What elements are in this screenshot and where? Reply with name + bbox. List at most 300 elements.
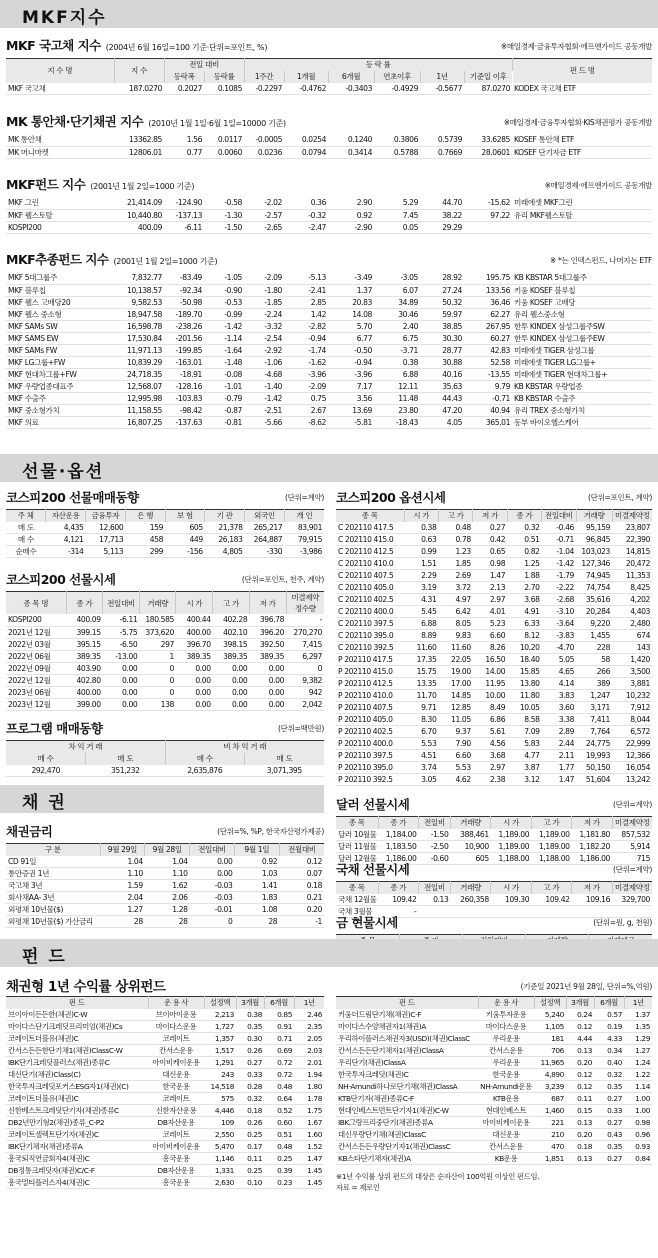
table-cell: 7,415 — [302, 639, 322, 649]
table-cell: -50.98 — [179, 297, 202, 307]
column-header: 거래량 — [576, 510, 612, 522]
table-cell: 5.05 — [558, 655, 574, 664]
table-cell: 30.46 — [398, 309, 418, 319]
table-cell: -0.46 — [556, 522, 574, 532]
table-cell: 2,042 — [302, 699, 322, 709]
table-cell: 0.33 — [247, 1070, 262, 1079]
table-cell: 0.60 — [277, 1118, 292, 1127]
table-cell: 0.52 — [277, 1106, 292, 1115]
table-cell: 0.35 — [607, 1142, 622, 1151]
table-cell: -13.00 — [115, 651, 138, 661]
table-cell: -137.13 — [175, 210, 202, 220]
table-cell: -0.90 — [224, 285, 242, 295]
table-cell: 미래에셋 TIGER 삼성그룹 — [514, 345, 595, 355]
table-cell: 36.46 — [490, 297, 510, 307]
table-cell: -3.64 — [556, 619, 574, 628]
table-cell: 6.42 — [455, 607, 471, 616]
table-cell: 23.80 — [398, 405, 418, 415]
gov-bond-section — [6, 36, 652, 95]
futures-price-table — [6, 591, 324, 711]
table-cell: 109.42 — [545, 894, 570, 904]
table-cell: P 202110 405.0 — [338, 715, 393, 724]
table-cell: -0.03 — [214, 881, 233, 890]
table-cell: 0 — [227, 917, 233, 926]
table-cell: 706 — [551, 1046, 564, 1055]
table-row — [6, 1009, 324, 1021]
table-cell: -2.54 — [264, 333, 282, 343]
tracking-fund-table — [6, 272, 652, 429]
table-cell: 22,999 — [625, 739, 650, 748]
table-cell: 코레이트셀렉트단기자(채권)C — [8, 1130, 99, 1139]
table-cell: 396.20 — [259, 627, 284, 637]
top-fund-unit: (기준일 2021년 9월 28일, 단위=%,억원) — [520, 982, 652, 991]
table-cell: 0.25 — [247, 1166, 262, 1175]
column-header: 종 목 — [336, 817, 378, 829]
table-cell: 2.70 — [524, 583, 540, 592]
table-cell: 38.85 — [442, 321, 462, 331]
column-header: 미결제약정수량 — [286, 592, 324, 615]
table-cell: 0.07 — [306, 869, 322, 878]
table-row — [6, 209, 652, 221]
table-cell: 83,901 — [297, 522, 322, 532]
table-cell: -1.79 — [556, 571, 574, 580]
table-cell: 9,382 — [302, 675, 322, 685]
table-cell: 1.08 — [261, 905, 278, 914]
table-cell: 1,357 — [214, 1034, 234, 1043]
gold-title: 금 현물시세 — [336, 915, 398, 930]
table-cell: 38.22 — [442, 210, 462, 220]
table-cell: 264,887 — [253, 535, 283, 544]
table-cell: -3.96 — [354, 369, 372, 379]
table-cell: 0.13 — [433, 894, 449, 904]
table-cell: 23,807 — [625, 522, 650, 532]
table-cell: 0.10 — [247, 1178, 262, 1187]
table-row — [336, 654, 652, 666]
options-table — [336, 509, 652, 786]
table-cell: 0.96 — [635, 1130, 650, 1139]
table-cell: 매 수 — [17, 535, 34, 544]
table-cell: 8.89 — [421, 631, 437, 640]
table-cell: -1.30 — [224, 210, 242, 220]
table-cell: 0.13 — [577, 1046, 592, 1055]
table-row — [6, 221, 652, 233]
table-cell: 0.17 — [247, 1142, 262, 1151]
table-cell: 1,727 — [214, 1022, 234, 1031]
table-row — [6, 197, 652, 209]
table-row — [336, 546, 652, 558]
futures-trade-unit: (단위=계약) — [284, 493, 324, 502]
table-cell: 10,839.29 — [126, 357, 162, 367]
table-cell: 12.85 — [451, 703, 471, 712]
table-cell: 6.33 — [524, 619, 540, 628]
table-cell: -1.85 — [264, 297, 282, 307]
table-cell: 1.56 — [186, 135, 202, 145]
table-cell: 1,420 — [630, 655, 650, 664]
table-cell: 칸서스든든우량단기자1(채권)ClassC — [338, 1142, 451, 1151]
table-cell: 0.1085 — [217, 83, 243, 93]
table-cell: KB스타단기채자(채권)A — [338, 1154, 411, 1163]
table-row — [6, 1069, 324, 1081]
table-row — [336, 582, 652, 594]
table-row — [6, 83, 652, 95]
table-cell: 19,993 — [585, 751, 610, 760]
top-fund-right-table — [336, 996, 652, 1165]
table-cell: 통안증권 1년 — [8, 869, 50, 878]
column-header: 종 목 명 — [6, 592, 66, 615]
table-cell: 6,572 — [630, 727, 650, 736]
column-header: 은 행 — [125, 510, 165, 522]
table-row — [336, 606, 652, 618]
table-cell: 0.30 — [247, 1034, 262, 1043]
table-cell: 5,240 — [544, 1009, 564, 1019]
table-cell: -5.66 — [264, 417, 282, 427]
table-cell: -0.87 — [224, 405, 242, 415]
table-cell: 109.42 — [392, 894, 417, 904]
table-cell: 우리단기(채권)ClassA — [338, 1058, 406, 1067]
table-cell: 265,217 — [253, 522, 283, 532]
table-cell: 28.77 — [442, 345, 462, 355]
table-cell: 35.63 — [442, 381, 462, 391]
table-cell: 210 — [551, 1130, 564, 1139]
table-cell: P 202110 410.0 — [338, 691, 393, 700]
table-cell: 17.35 — [416, 655, 437, 664]
table-row — [336, 534, 652, 546]
table-cell: 국채 12월물 — [338, 894, 377, 904]
table-cell: IBK그랑프리중단기(채권)종류A — [338, 1118, 433, 1127]
table-cell: -3.32 — [264, 321, 282, 331]
table-cell: 한국운용 — [492, 1070, 520, 1079]
table-cell: 2023년 06월 — [8, 687, 51, 697]
table-row — [6, 1081, 324, 1093]
table-cell: 400.00 — [76, 687, 101, 697]
table-row — [6, 1153, 324, 1165]
table-cell: 2.97 — [489, 763, 506, 772]
table-cell: 흥국운용 — [162, 1154, 190, 1163]
table-cell: 109.30 — [505, 894, 530, 904]
bond-futures-unit: (단위=계약) — [612, 865, 652, 874]
table-row — [6, 1129, 324, 1141]
table-cell: 399.15 — [76, 627, 101, 637]
table-cell: 0.13 — [577, 1154, 592, 1163]
table-cell: 5.29 — [402, 198, 418, 208]
table-cell: 6.07 — [402, 285, 418, 295]
table-cell: 674 — [636, 631, 650, 640]
table-cell: 8.49 — [489, 703, 506, 712]
table-cell: 0.00 — [231, 675, 248, 685]
table-cell: 1.22 — [635, 1070, 650, 1079]
table-cell: KB KBSTAR 수출주 — [514, 393, 576, 403]
table-row — [6, 1105, 324, 1117]
table-cell: KB운용 — [494, 1154, 518, 1163]
table-cell: 8.05 — [455, 619, 471, 628]
table-cell: 95,159 — [585, 522, 610, 532]
table-cell: -189.70 — [175, 309, 202, 319]
table-cell: 회사채AA- 3년 — [8, 893, 55, 902]
table-cell: 14,518 — [210, 1082, 234, 1091]
table-cell: 7.90 — [455, 739, 471, 748]
table-cell: -83.49 — [179, 273, 202, 283]
table-cell: 0.0254 — [301, 135, 326, 145]
table-cell: 9,220 — [590, 619, 610, 628]
mk-bond-title: MK 통안채·단기채권 지수 (2010년 1월 1일·6월 1일=10000 기준) — [6, 114, 286, 129]
options-section — [336, 488, 652, 786]
table-row — [6, 904, 324, 916]
table-cell: 5.83 — [524, 739, 540, 748]
table-row — [6, 272, 652, 284]
table-cell: 0.00 — [217, 869, 233, 878]
table-cell: 221 — [551, 1118, 564, 1127]
table-cell: 1,188.00 — [538, 854, 570, 863]
column-header: 펀 드 — [336, 997, 478, 1009]
table-cell: 4.91 — [524, 607, 540, 616]
table-cell: 5.61 — [489, 727, 506, 736]
table-cell: 0.35 — [247, 1022, 262, 1031]
table-cell: P 202110 400.0 — [338, 739, 393, 748]
table-cell: 97.22 — [490, 210, 510, 220]
table-cell: - — [319, 615, 322, 625]
table-cell: 0.20 — [577, 1130, 592, 1139]
table-cell: 흥국운용 — [162, 1178, 190, 1187]
table-cell: 79,915 — [297, 535, 322, 544]
table-cell: 1.29 — [635, 1034, 650, 1043]
table-cell: 1,517 — [214, 1046, 234, 1055]
table-cell: 1.23 — [455, 547, 471, 556]
table-cell: 0.32 — [607, 1070, 622, 1079]
table-cell: 0.24 — [577, 1009, 592, 1019]
table-cell: 28 — [178, 917, 188, 926]
table-cell: C 202110 392.5 — [338, 643, 394, 652]
table-cell: 0.00 — [122, 675, 138, 685]
table-cell: 0.0794 — [301, 147, 326, 157]
table-cell: -0.2297 — [255, 83, 283, 93]
table-cell: -2.57 — [264, 210, 282, 220]
table-cell: -137.63 — [175, 417, 202, 427]
table-row — [6, 614, 324, 626]
column-header: 종 가 — [66, 592, 103, 615]
table-row — [6, 674, 324, 686]
table-cell: 아이비케이운용 — [152, 1142, 200, 1151]
column-header: 거래량 — [450, 882, 490, 894]
table-cell: -0.71 — [556, 535, 574, 544]
table-cell: 8.30 — [421, 715, 437, 724]
column-header: 저 가 — [249, 592, 286, 615]
table-row — [6, 296, 652, 308]
table-cell: 575 — [221, 1094, 234, 1103]
table-cell: 3.87 — [524, 763, 540, 772]
table-cell: 한국운용 — [162, 1082, 190, 1091]
table-cell: 17,713 — [99, 535, 124, 544]
table-cell: 4.97 — [455, 595, 471, 604]
table-cell: -1.50 — [224, 222, 242, 232]
table-cell: C 202110 417.5 — [338, 522, 394, 532]
table-cell: 11.60 — [451, 643, 471, 652]
table-cell: 12,366 — [625, 751, 650, 760]
table-cell: 143 — [636, 643, 650, 652]
table-cell: DB자산운용 — [157, 1118, 195, 1127]
table-cell: 3,881 — [630, 679, 650, 688]
table-cell: C 202110 407.5 — [338, 571, 394, 580]
table-row — [336, 750, 652, 762]
table-cell: 외평채 10년물($) 가산금리 — [8, 917, 93, 926]
table-cell: 6.60 — [489, 631, 506, 640]
table-cell: 389 — [596, 679, 610, 688]
table-cell: 10,440.80 — [126, 210, 162, 220]
table-cell: 2.05 — [307, 1034, 322, 1043]
table-cell: 11.60 — [416, 643, 437, 652]
column-header: 저 가 — [572, 882, 612, 894]
table-cell: 8,044 — [630, 715, 650, 724]
mk-bond-table — [6, 134, 652, 159]
table-cell: 코레이트 — [162, 1130, 190, 1139]
table-cell: 1,181.80 — [579, 829, 610, 839]
table-cell: 28 — [268, 917, 278, 926]
table-cell: 10,900 — [464, 842, 489, 851]
table-cell: 2.01 — [307, 1058, 322, 1067]
table-cell: 1,186.00 — [385, 854, 417, 863]
table-cell: -314 — [67, 547, 84, 556]
table-cell: 51,604 — [585, 775, 610, 784]
table-cell: 24,775 — [585, 739, 610, 748]
table-cell: 1.52 — [307, 1142, 322, 1151]
program-trade-unit: (단위=백만원) — [278, 724, 324, 733]
top-fund-note-2: 자료 = 제로인 — [336, 1183, 380, 1192]
banner-fund-title: 펀 드 — [22, 947, 67, 967]
table-row — [336, 702, 652, 714]
table-cell: -1 — [315, 917, 322, 926]
table-cell: 260,358 — [460, 894, 489, 904]
table-cell: 60.27 — [490, 333, 510, 343]
table-row — [336, 841, 652, 853]
table-cell: 0.27 — [247, 1058, 262, 1067]
table-cell: 4.65 — [558, 667, 574, 676]
table-cell: 50.32 — [442, 297, 462, 307]
table-cell: 399.00 — [76, 699, 101, 709]
table-cell: 2.85 — [310, 297, 326, 307]
table-row — [336, 618, 652, 630]
table-cell: 0.78 — [455, 535, 471, 544]
table-cell: 한투 KINDEX 삼성그룹주SW — [514, 321, 605, 331]
table-cell: -0.5677 — [435, 83, 463, 93]
column-header: 3개월 — [236, 997, 264, 1009]
table-cell: 14,815 — [625, 547, 650, 556]
table-row — [336, 666, 652, 678]
table-cell: 현대인베스트 — [485, 1106, 527, 1115]
table-cell: 270,270 — [293, 627, 322, 637]
futures-trade-section — [6, 488, 324, 558]
table-cell: 2.69 — [455, 571, 471, 580]
table-cell: 0.63 — [421, 535, 437, 544]
table-cell: 4.14 — [558, 679, 574, 688]
table-cell: -0.03 — [214, 893, 233, 902]
table-cell: 389.35 — [76, 651, 101, 661]
table-cell: 0.65 — [489, 547, 506, 556]
table-cell: 16,807.25 — [126, 417, 162, 427]
table-cell: 10.05 — [519, 703, 540, 712]
table-cell: 29.29 — [442, 222, 462, 232]
table-cell: 40.94 — [490, 405, 510, 415]
table-cell: 1,851 — [544, 1154, 564, 1163]
table-cell: 유리 MKF웰스토탈 — [514, 210, 573, 220]
column-header: 보 험 — [165, 510, 205, 522]
column-header: 6개월 — [594, 997, 624, 1009]
table-cell: 1,331 — [214, 1166, 234, 1175]
table-cell: 0 — [317, 663, 322, 673]
table-cell: 0.00 — [231, 663, 248, 673]
table-cell: 28.0601 — [481, 147, 510, 157]
table-cell: -1.14 — [224, 333, 242, 343]
banner-mkf-title: MKF지수 — [22, 8, 107, 28]
table-cell: 마이다스단기크레딧프리미엄(채권)Cs — [8, 1022, 123, 1031]
table-cell: P 202110 415.0 — [338, 667, 393, 676]
table-cell: 74,945 — [585, 571, 610, 580]
table-cell: 1,183.50 — [385, 842, 417, 851]
table-cell: MKF 국고채 — [8, 83, 46, 93]
table-cell: 11.70 — [416, 691, 437, 700]
futures-trade-title: 코스피200 선물매매동향 — [6, 490, 139, 505]
table-cell: 8.12 — [524, 631, 540, 640]
table-cell: P 202110 412.5 — [338, 679, 393, 688]
table-cell: 9.79 — [494, 381, 510, 391]
table-cell: 11.95 — [485, 679, 506, 688]
mk-bond-source: ※매일경제·금융투자협회·KIS채권평가 공동개발 — [503, 118, 652, 127]
column-header: 운 용 사 — [148, 997, 204, 1009]
table-cell: 403.90 — [76, 663, 101, 673]
table-cell: 대신운용 — [162, 1070, 190, 1079]
table-cell: -1.06 — [264, 357, 282, 367]
table-cell: 매 도 — [17, 522, 34, 532]
top-fund-note-1: ※1년 수익률 상위 펀드의 대상은 순자산이 100억원 이상인 펀드임. — [336, 1172, 540, 1181]
table-cell: -98.42 — [179, 405, 202, 415]
table-cell: 흥국멀티플러스자4(채권)C — [8, 1178, 90, 1187]
tracking-fund-section — [6, 250, 652, 429]
table-cell: 1.04 — [127, 856, 143, 866]
table-row — [336, 678, 652, 690]
table-row — [336, 738, 652, 750]
table-cell: 0.40 — [607, 1058, 622, 1067]
table-cell: 4,805 — [222, 547, 243, 556]
table-cell: 402.80 — [76, 675, 101, 685]
table-cell: -2.65 — [264, 222, 282, 232]
table-cell: 12,995.98 — [126, 393, 162, 403]
table-cell: 우리운용 — [492, 1058, 520, 1067]
gold-unit: (단위=원, g, 천원) — [593, 918, 652, 927]
table-cell: 0.32 — [524, 522, 540, 532]
table-cell: 400.00 — [186, 627, 211, 637]
table-cell: 0.20 — [306, 905, 322, 914]
table-cell: 6.75 — [402, 333, 418, 343]
table-cell: MKF 수출주 — [8, 393, 46, 403]
table-cell: 18.40 — [519, 655, 540, 664]
table-cell: 3.83 — [558, 691, 574, 700]
table-cell: 365.01 — [485, 417, 510, 427]
table-cell: 1,188.00 — [498, 854, 530, 863]
column-header: 시 가 — [176, 592, 213, 615]
table-cell: MKF 5대그룹주 — [8, 273, 57, 283]
table-row — [6, 332, 652, 344]
table-cell: 0.98 — [489, 559, 506, 568]
table-cell: C 202110 395.0 — [338, 631, 394, 640]
table-cell: 0.92 — [356, 210, 372, 220]
column-header: 주 체 — [6, 510, 46, 522]
table-cell: 17.00 — [451, 679, 471, 688]
table-cell: 15.75 — [416, 667, 437, 676]
table-cell: 1.45 — [307, 1166, 322, 1175]
bond-rates-section — [6, 822, 324, 928]
table-cell: 5.53 — [455, 763, 471, 772]
table-cell: 2.97 — [489, 595, 506, 604]
dollar-futures-title: 달러 선물시세 — [336, 797, 410, 812]
table-cell: -1.40 — [264, 381, 282, 391]
